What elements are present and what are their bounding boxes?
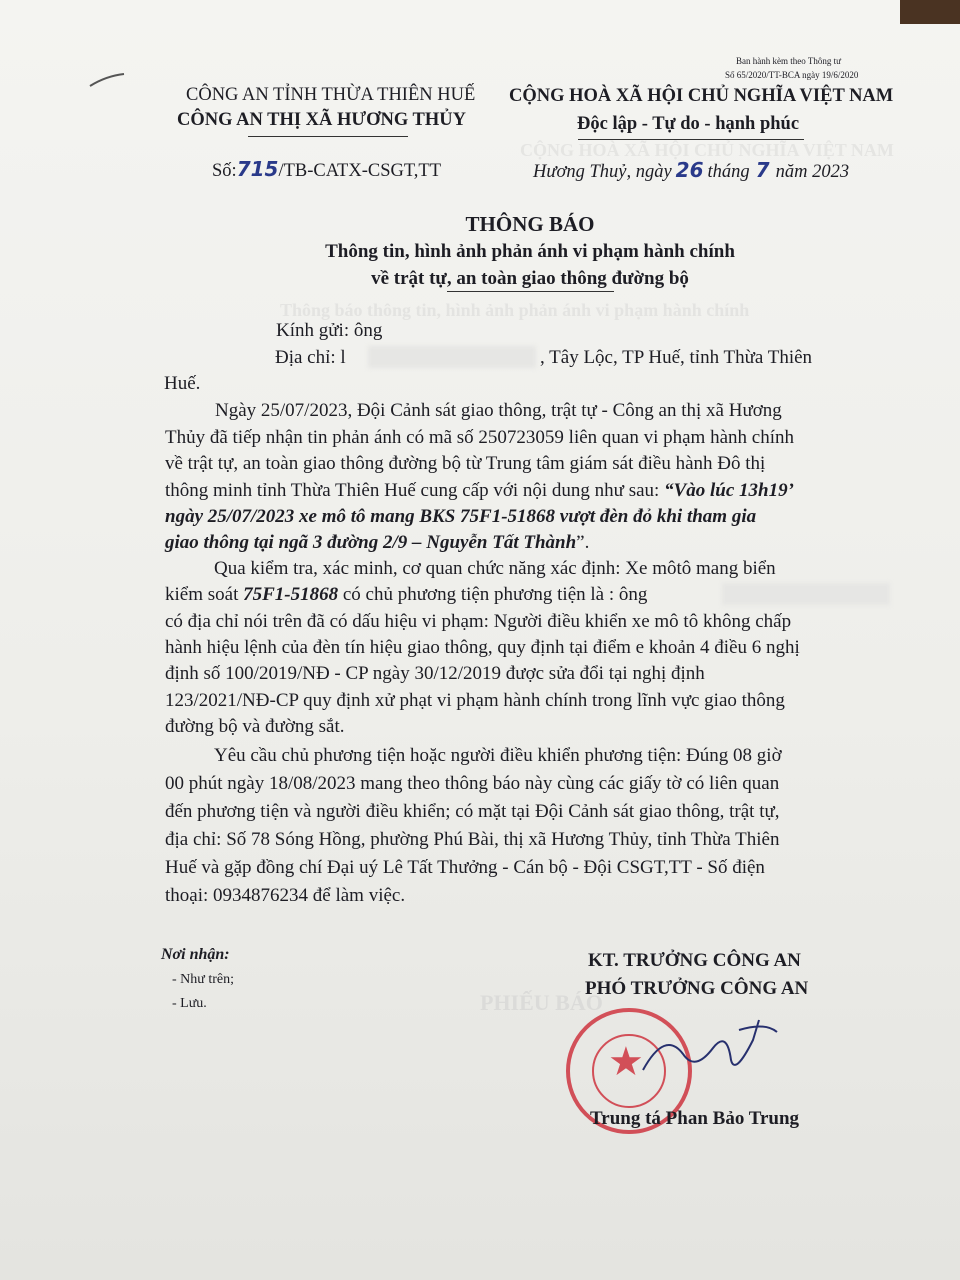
redacted-address <box>368 346 536 368</box>
paragraph1-line: Ngày 25/07/2023, Đội Cảnh sát giao thông, trật tự - Công an thị xã Hương <box>215 400 782 421</box>
date-year: năm 2023 <box>775 162 850 182</box>
bleed-through: PHIẾU BÁO <box>480 990 603 1015</box>
form-note-line2: Số 65/2020/TT-BCA ngày 19/6/2020 <box>725 70 859 80</box>
agency-underline <box>248 136 408 137</box>
paragraph2-line: 123/2021/NĐ-CP quy định xử phạt vi phạm hành chính trong lĩnh vực giao thông <box>165 690 785 711</box>
number-prefix: Số: <box>212 161 237 181</box>
paragraph1-text: thông minh tỉnh Thừa Thiên Huế cung cấp với nội dung như sau: <box>165 480 660 501</box>
number-handwritten: 715 <box>236 157 279 181</box>
official-seal-stamp: ★ <box>566 1008 692 1134</box>
number-suffix: /TB-CATX-CSGT,TT <box>278 161 441 181</box>
paragraph3-line: đến phương tiện và người điều khiển; có mặt tại Đội Cảnh sát giao thông, trật tự, <box>165 801 780 822</box>
paragraph2-line: có địa chỉ nói trên đã có dấu hiệu vi phạm: Người điều khiển xe mô tô không chấp <box>165 611 792 632</box>
paragraph2-line: hành hiệu lệnh của đèn tín hiệu giao thông, quy định tại điểm e khoản 4 điều 6 nghị <box>165 637 800 658</box>
notice-title: THÔNG BÁO <box>465 212 595 236</box>
paragraph3-line: 00 phút ngày 18/08/2023 mang theo thông báo này cùng các giấy tờ có liên quan <box>165 773 780 794</box>
paragraph1-line: về trật tự, an toàn giao thông đường bộ từ Trung tâm giám sát điều hành Đô thị <box>165 453 766 474</box>
recipients-item: - Lưu. <box>172 996 207 1011</box>
notice-subtitle-2: về trật tự, an toàn giao thông đường bộ <box>371 268 689 289</box>
recipients-label: Nơi nhận: <box>161 946 230 963</box>
desk-background <box>900 0 960 24</box>
owner-label: có chủ phương tiện phương tiện là : ông <box>342 584 648 605</box>
title-underline <box>447 291 614 292</box>
nation-motto: Độc lập - Tự do - hạnh phúc <box>577 114 800 134</box>
address-rest: , Tây Lộc, TP Huế, tỉnh Thừa Thiên <box>540 347 813 368</box>
handwritten-signature-icon <box>635 1010 785 1090</box>
agency-name: CÔNG AN THỊ XÃ HƯƠNG THỦY <box>177 110 467 130</box>
form-note-line1: Ban hành kèm theo Thông tư <box>736 56 841 66</box>
plate-number: 75F1-51868 <box>243 584 339 605</box>
document-number <box>212 157 441 182</box>
date-line <box>533 158 849 183</box>
violation-location: giao thông tại ngã 3 đường 2/9 – Nguyễn Tất Thành <box>165 532 577 553</box>
motto-underline <box>578 139 804 140</box>
address-continuation: Huế. <box>164 373 201 394</box>
paragraph3-line: Yêu cầu chủ phương tiện hoặc người điều khiển phương tiện: Đúng 08 giờ <box>214 745 782 766</box>
violation-quote: ngày 25/07/2023 xe mô tô mang BKS 75F1-51868 vượt đèn đỏ khi tham gia <box>165 506 757 527</box>
address-label: Địa chỉ: l <box>275 347 346 368</box>
bleed-through: CỘNG HOÀ XÃ HỘI CHỦ NGHĨA VIỆT NAM <box>520 140 894 160</box>
signature-title-1: KT. TRƯỞNG CÔNG AN <box>588 950 801 971</box>
paragraph2-line <box>165 581 647 608</box>
quote-end: ”. <box>576 532 590 553</box>
paragraph2-line: đường bộ và đường sắt. <box>165 716 345 737</box>
nation-title: CỘNG HOÀ XÃ HỘI CHỦ NGHĨA VIỆT NAM <box>509 86 894 106</box>
date-month-label: tháng <box>707 162 750 182</box>
paragraph1-line <box>165 529 589 556</box>
bleed-through: Thông báo thông tin, hình ảnh phản ánh vi phạm hành chính <box>280 300 750 320</box>
violation-quote-start: “Vào lúc 13h19’ <box>664 480 794 501</box>
agency-parent: CÔNG AN TỈNH THỪA THIÊN HUẾ <box>186 85 476 105</box>
paragraph1-line: Thủy đã tiếp nhận tin phản ánh có mã số 250723059 liên quan vi phạm hành chính <box>165 427 794 448</box>
paragraph2-line: Qua kiểm tra, xác minh, cơ quan chức năng xác định: Xe môtô mang biển <box>214 558 776 579</box>
recipient-label: Kính gửi: ông <box>276 320 383 341</box>
date-place: Hương Thuỷ, ngày <box>533 162 672 182</box>
signer-name: Trung tá Phan Bảo Trung <box>590 1108 800 1129</box>
date-day: 26 <box>675 158 704 182</box>
notice-subtitle-1: Thông tin, hình ảnh phản ánh vi phạm hành chính <box>325 241 735 262</box>
paragraph3-line: thoại: 0934876234 để làm việc. <box>165 885 406 906</box>
pen-mark-icon <box>88 70 128 90</box>
recipients-item: - Như trên; <box>172 972 235 987</box>
paragraph2-line: định số 100/2019/NĐ - CP ngày 30/12/2019 được sửa đổi tại nghị định <box>165 663 705 684</box>
redacted-owner <box>722 583 890 605</box>
signature-title-2: PHÓ TRƯỞNG CÔNG AN <box>585 978 809 999</box>
plate-label: kiểm soát <box>165 584 239 605</box>
paragraph1-line <box>165 477 794 504</box>
paragraph3-line: địa chỉ: Số 78 Sóng Hồng, phường Phú Bài, thị xã Hương Thủy, tỉnh Thừa Thiên <box>165 829 780 850</box>
paragraph3-line: Huế và gặp đồng chí Đại uý Lê Tất Thưởng - Cán bộ - Đội CSGT,TT - Số điện <box>165 857 765 878</box>
date-month: 7 <box>755 158 770 182</box>
